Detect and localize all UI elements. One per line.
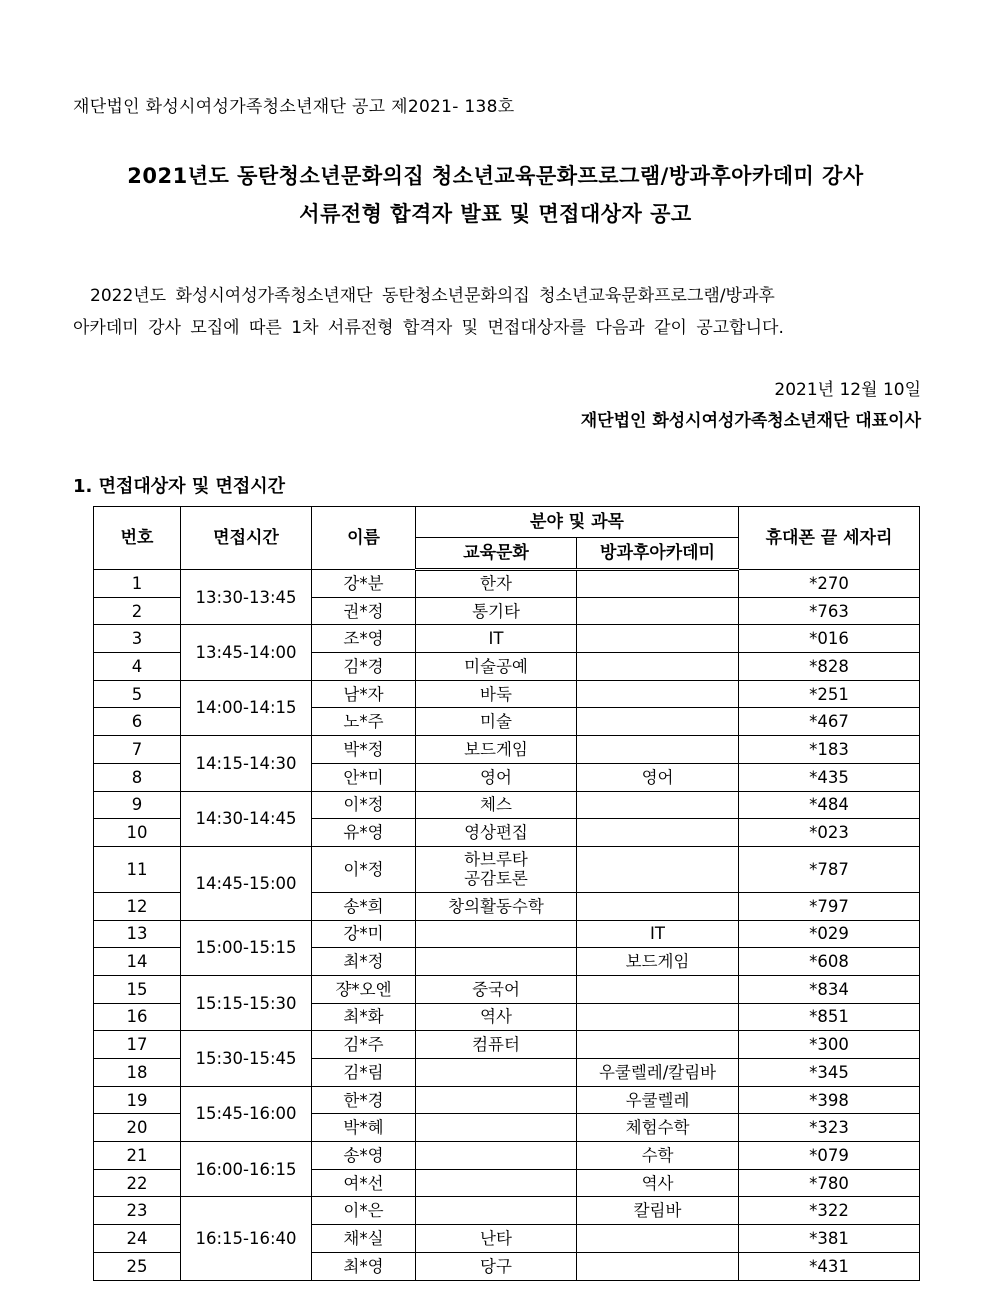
cell-after-school: 우쿨렐레 bbox=[577, 1086, 739, 1114]
cell-edu-culture bbox=[416, 948, 577, 976]
cell-after-school bbox=[577, 975, 739, 1003]
cell-name: 권*정 bbox=[312, 597, 416, 625]
cell-name: 박*혜 bbox=[312, 1114, 416, 1142]
cell-number: 15 bbox=[94, 975, 181, 1003]
cell-phone-last3: *029 bbox=[739, 920, 920, 948]
cell-name: 한*경 bbox=[312, 1086, 416, 1114]
cell-edu-culture: 컴퓨터 bbox=[416, 1031, 577, 1059]
cell-name: 쟝*오엔 bbox=[312, 975, 416, 1003]
cell-number: 18 bbox=[94, 1059, 181, 1087]
notice-number: 재단법인 화성시여성가족청소년재단 공고 제2021- 138호 bbox=[73, 97, 515, 117]
table-row bbox=[94, 791, 920, 819]
cell-interview-time: 15:00-15:15 bbox=[181, 920, 312, 975]
cell-interview-time: 15:15-15:30 bbox=[181, 975, 312, 1030]
cell-edu-culture bbox=[416, 1086, 577, 1114]
cell-phone-last3: *381 bbox=[739, 1225, 920, 1253]
cell-after-school bbox=[577, 680, 739, 708]
header-time: 면접시간 bbox=[181, 507, 312, 570]
cell-interview-time: 15:30-15:45 bbox=[181, 1031, 312, 1086]
cell-after-school bbox=[577, 1031, 739, 1059]
table-row bbox=[94, 680, 920, 708]
cell-after-school bbox=[577, 791, 739, 819]
table-row bbox=[94, 846, 920, 892]
cell-number: 16 bbox=[94, 1003, 181, 1031]
cell-number: 22 bbox=[94, 1169, 181, 1197]
cell-phone-last3: *322 bbox=[739, 1197, 920, 1225]
cell-name: 남*자 bbox=[312, 680, 416, 708]
cell-phone-last3: *797 bbox=[739, 892, 920, 920]
cell-number: 3 bbox=[94, 625, 181, 653]
cell-edu-culture: 미술 bbox=[416, 708, 577, 736]
cell-number: 17 bbox=[94, 1031, 181, 1059]
cell-interview-time: 15:45-16:00 bbox=[181, 1086, 312, 1141]
cell-after-school: 역사 bbox=[577, 1169, 739, 1197]
cell-name: 채*실 bbox=[312, 1225, 416, 1253]
header-phone: 휴대폰 끝 세자리 bbox=[739, 507, 920, 570]
cell-name: 조*영 bbox=[312, 625, 416, 653]
cell-name: 유*영 bbox=[312, 819, 416, 847]
cell-edu-culture: 체스 bbox=[416, 791, 577, 819]
cell-edu-culture: 중국어 bbox=[416, 975, 577, 1003]
header-number: 번호 bbox=[94, 507, 181, 570]
document-title-line2: 서류전형 합격자 발표 및 면접대상자 공고 bbox=[299, 202, 692, 226]
cell-phone-last3: *828 bbox=[739, 653, 920, 681]
cell-phone-last3: *183 bbox=[739, 736, 920, 764]
cell-name: 안*미 bbox=[312, 763, 416, 791]
cell-phone-last3: *467 bbox=[739, 708, 920, 736]
cell-phone-last3: *023 bbox=[739, 819, 920, 847]
cell-name: 김*경 bbox=[312, 653, 416, 681]
header-after-school: 방과후아카데미 bbox=[577, 538, 739, 570]
cell-number: 14 bbox=[94, 948, 181, 976]
cell-edu-culture bbox=[416, 1059, 577, 1087]
cell-edu-culture: 창의활동수학 bbox=[416, 892, 577, 920]
table-body bbox=[94, 570, 920, 1281]
cell-edu-culture bbox=[416, 1142, 577, 1170]
intro-paragraph-line1: 2022년도 화성시여성가족청소년재단 동탄청소년문화의집 청소년교육문화프로그램/방과후 bbox=[90, 286, 775, 306]
cell-after-school: 영어 bbox=[577, 763, 739, 791]
notice-date: 2021년 12월 10일 bbox=[774, 380, 921, 400]
cell-phone-last3: *787 bbox=[739, 846, 920, 892]
cell-name: 강*미 bbox=[312, 920, 416, 948]
cell-phone-last3: *079 bbox=[739, 1142, 920, 1170]
cell-interview-time: 16:00-16:15 bbox=[181, 1142, 312, 1197]
cell-phone-last3: *300 bbox=[739, 1031, 920, 1059]
cell-phone-last3: *398 bbox=[739, 1086, 920, 1114]
cell-name: 송*희 bbox=[312, 892, 416, 920]
table-row bbox=[94, 1031, 920, 1059]
cell-interview-time: 16:15-16:40 bbox=[181, 1197, 312, 1280]
cell-phone-last3: *763 bbox=[739, 597, 920, 625]
table-row bbox=[94, 920, 920, 948]
cell-after-school bbox=[577, 1225, 739, 1253]
cell-after-school: 우쿨렐레/칼림바 bbox=[577, 1059, 739, 1087]
cell-edu-culture: 바둑 bbox=[416, 680, 577, 708]
cell-number: 19 bbox=[94, 1086, 181, 1114]
table-row bbox=[94, 570, 920, 598]
cell-after-school bbox=[577, 892, 739, 920]
cell-edu-culture bbox=[416, 1169, 577, 1197]
cell-number: 21 bbox=[94, 1142, 181, 1170]
cell-name: 노*주 bbox=[312, 708, 416, 736]
cell-interview-time: 13:45-14:00 bbox=[181, 625, 312, 680]
cell-number: 20 bbox=[94, 1114, 181, 1142]
table-row bbox=[94, 736, 920, 764]
header-edu-culture: 교육문화 bbox=[416, 538, 577, 570]
cell-edu-culture: 영상편집 bbox=[416, 819, 577, 847]
cell-phone-last3: *834 bbox=[739, 975, 920, 1003]
cell-name: 최*영 bbox=[312, 1252, 416, 1280]
table-row bbox=[94, 1086, 920, 1114]
cell-number: 23 bbox=[94, 1197, 181, 1225]
cell-number: 10 bbox=[94, 819, 181, 847]
cell-number: 4 bbox=[94, 653, 181, 681]
cell-interview-time: 14:15-14:30 bbox=[181, 736, 312, 791]
cell-after-school bbox=[577, 1003, 739, 1031]
cell-number: 8 bbox=[94, 763, 181, 791]
cell-edu-culture: 한자 bbox=[416, 570, 577, 598]
cell-number: 12 bbox=[94, 892, 181, 920]
cell-edu-culture: IT bbox=[416, 625, 577, 653]
cell-phone-last3: *431 bbox=[739, 1252, 920, 1280]
section-title: 1. 면접대상자 및 면접시간 bbox=[73, 476, 286, 497]
cell-interview-time: 14:30-14:45 bbox=[181, 791, 312, 846]
cell-interview-time: 13:30-13:45 bbox=[181, 570, 312, 625]
cell-number: 9 bbox=[94, 791, 181, 819]
cell-edu-culture: 미술공예 bbox=[416, 653, 577, 681]
cell-phone-last3: *323 bbox=[739, 1114, 920, 1142]
cell-phone-last3: *780 bbox=[739, 1169, 920, 1197]
cell-name: 최*화 bbox=[312, 1003, 416, 1031]
cell-edu-culture bbox=[416, 1197, 577, 1225]
cell-edu-culture bbox=[416, 920, 577, 948]
intro-paragraph-line2: 아카데미 강사 모집에 따른 1차 서류전형 합격자 및 면접대상자를 다음과 같이 공고합니다. bbox=[73, 318, 784, 338]
cell-phone-last3: *435 bbox=[739, 763, 920, 791]
cell-number: 13 bbox=[94, 920, 181, 948]
cell-edu-culture: 보드게임 bbox=[416, 736, 577, 764]
cell-edu-culture: 난타 bbox=[416, 1225, 577, 1253]
cell-number: 11 bbox=[94, 846, 181, 892]
cell-after-school bbox=[577, 625, 739, 653]
cell-interview-time: 14:45-15:00 bbox=[181, 846, 312, 920]
cell-edu-culture: 역사 bbox=[416, 1003, 577, 1031]
cell-phone-last3: *251 bbox=[739, 680, 920, 708]
cell-after-school: 칼림바 bbox=[577, 1197, 739, 1225]
cell-number: 1 bbox=[94, 570, 181, 598]
cell-after-school bbox=[577, 653, 739, 681]
table-row bbox=[94, 625, 920, 653]
cell-number: 25 bbox=[94, 1252, 181, 1280]
table-row bbox=[94, 1197, 920, 1225]
cell-name: 이*정 bbox=[312, 791, 416, 819]
cell-after-school bbox=[577, 1252, 739, 1280]
cell-edu-culture: 통기타 bbox=[416, 597, 577, 625]
cell-number: 2 bbox=[94, 597, 181, 625]
cell-number: 5 bbox=[94, 680, 181, 708]
header-name: 이름 bbox=[312, 507, 416, 570]
cell-phone-last3: *851 bbox=[739, 1003, 920, 1031]
interview-schedule-table bbox=[93, 506, 920, 1281]
cell-phone-last3: *345 bbox=[739, 1059, 920, 1087]
table-row bbox=[94, 1142, 920, 1170]
cell-after-school: IT bbox=[577, 920, 739, 948]
header-field: 분야 및 과목 bbox=[416, 507, 739, 538]
cell-after-school bbox=[577, 819, 739, 847]
cell-name: 강*분 bbox=[312, 570, 416, 598]
cell-edu-culture: 하브루타 공감토론 bbox=[416, 846, 577, 892]
cell-name: 여*선 bbox=[312, 1169, 416, 1197]
document-title-line1: 2021년도 동탄청소년문화의집 청소년교육문화프로그램/방과후아카데미 강사 bbox=[127, 164, 864, 188]
cell-after-school: 보드게임 bbox=[577, 948, 739, 976]
cell-after-school bbox=[577, 597, 739, 625]
cell-name: 김*림 bbox=[312, 1059, 416, 1087]
cell-name: 이*정 bbox=[312, 846, 416, 892]
cell-edu-culture: 당구 bbox=[416, 1252, 577, 1280]
cell-edu-culture: 영어 bbox=[416, 763, 577, 791]
cell-interview-time: 14:00-14:15 bbox=[181, 680, 312, 735]
cell-after-school bbox=[577, 708, 739, 736]
cell-name: 송*영 bbox=[312, 1142, 416, 1170]
cell-after-school bbox=[577, 846, 739, 892]
table-row bbox=[94, 975, 920, 1003]
cell-number: 24 bbox=[94, 1225, 181, 1253]
cell-phone-last3: *270 bbox=[739, 570, 920, 598]
issuer-signature: 재단법인 화성시여성가족청소년재단 대표이사 bbox=[580, 411, 921, 431]
cell-phone-last3: *484 bbox=[739, 791, 920, 819]
cell-number: 6 bbox=[94, 708, 181, 736]
cell-after-school: 체험수학 bbox=[577, 1114, 739, 1142]
cell-name: 박*정 bbox=[312, 736, 416, 764]
cell-after-school bbox=[577, 736, 739, 764]
cell-phone-last3: *608 bbox=[739, 948, 920, 976]
cell-edu-culture bbox=[416, 1114, 577, 1142]
cell-name: 김*주 bbox=[312, 1031, 416, 1059]
cell-number: 7 bbox=[94, 736, 181, 764]
cell-name: 이*은 bbox=[312, 1197, 416, 1225]
cell-after-school: 수학 bbox=[577, 1142, 739, 1170]
cell-after-school bbox=[577, 570, 739, 598]
cell-name: 최*정 bbox=[312, 948, 416, 976]
cell-phone-last3: *016 bbox=[739, 625, 920, 653]
